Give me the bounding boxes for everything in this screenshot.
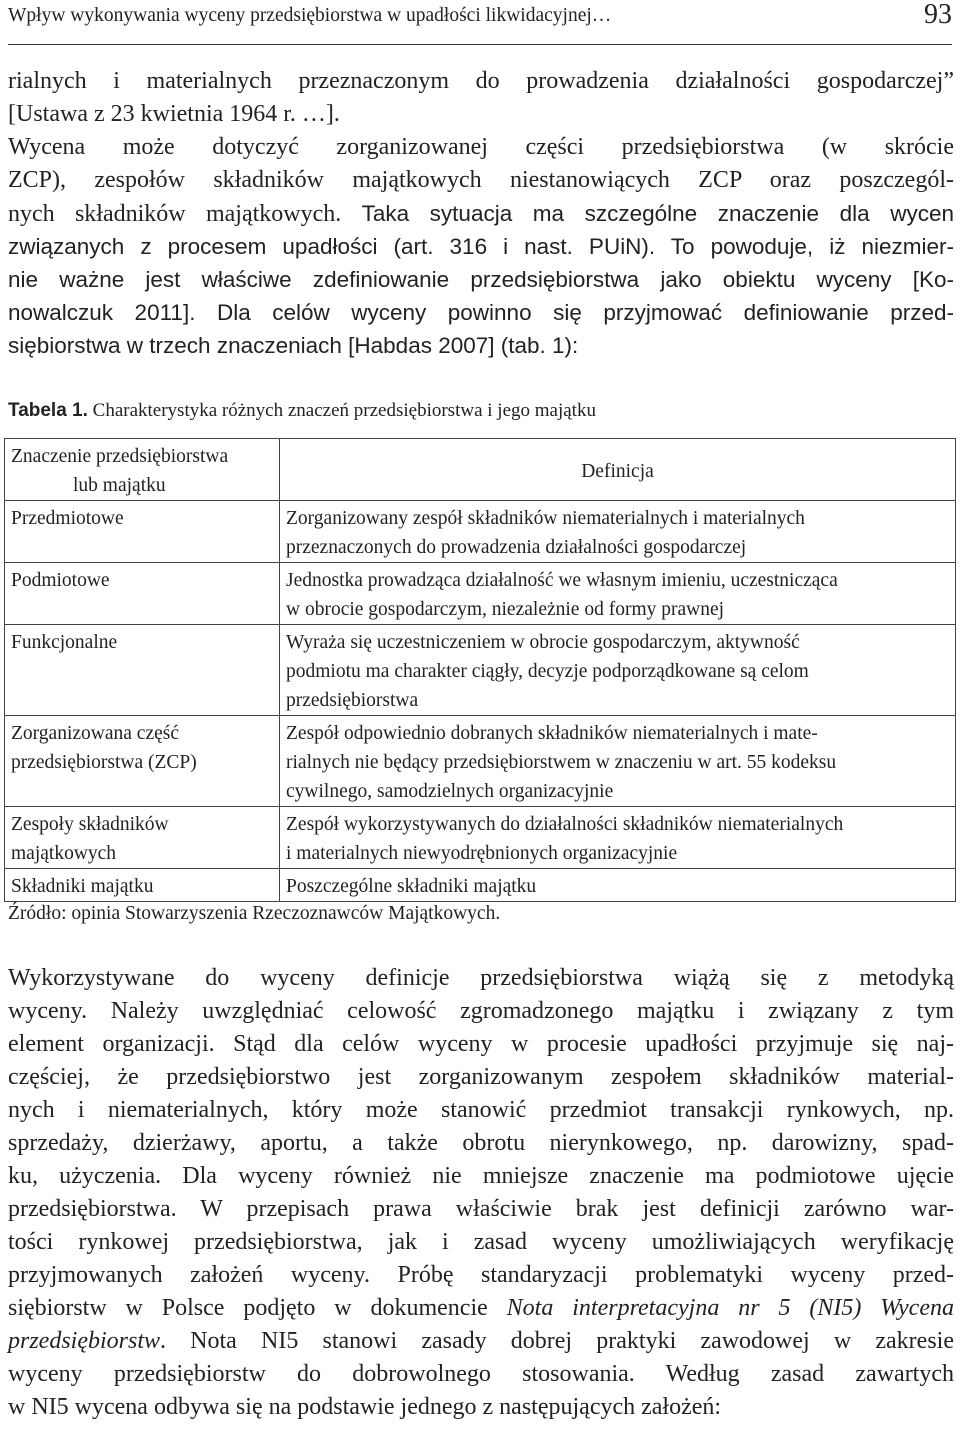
definition-text: podmiotu ma charakter ciągły, decyzje podporządkowane są celom <box>286 661 809 682</box>
term-text: Podmiotowe <box>11 570 110 591</box>
definition-text: przeznaczonych do prowadzenia działalności gospodarczej <box>286 537 747 558</box>
table-title: Charakterystyka różnych znaczeń przedsiębiorstwa i jego majątku <box>92 400 596 421</box>
table-row <box>5 625 956 716</box>
text-line: nie ważne jest właściwe zdefiniowanie przedsiębiorstwa jako obiektu wyceny [Ko- <box>8 267 954 292</box>
text-line: ZCP), zespołów składników majątkowych niestanowiących ZCP oraz poszczegól- <box>8 167 954 193</box>
table-source: Źródło: opinia Stowarzyszenia Rzeczoznawców Majątkowych. <box>8 903 501 924</box>
table-label: Tabela 1. <box>8 400 88 421</box>
definition-text: przedsiębiorstwa <box>286 690 419 711</box>
term-text: przedsiębiorstwa (ZCP) <box>11 752 197 773</box>
text-line: tości rynkowej przedsiębiorstwa, jak i zasad wyceny umożliwiających weryfikację <box>8 1229 954 1255</box>
page-number: 93 <box>924 0 952 30</box>
text-segment: siębiorstw w Polsce podjęto w dokumencie <box>8 1295 507 1321</box>
definition-text: Jednostka prowadząca działalność we własnym imieniu, uczestnicząca <box>286 570 838 591</box>
header-text: lub majątku <box>73 475 166 496</box>
definition-text: Zespół odpowiednio dobranych składników niematerialnych i mate- <box>286 723 818 744</box>
header-cell-definition: Definicja <box>280 439 956 501</box>
definition-cell <box>280 563 956 625</box>
text-line: sprzedaży, dzierżawy, aportu, a także obrotu nierynkowego, np. darowizny, spad- <box>8 1130 954 1156</box>
text-segment: nych składników majątkowych. <box>8 201 342 227</box>
text-line <box>8 1325 954 1358</box>
table-row <box>5 563 956 625</box>
term-text: majątkowych <box>11 843 117 864</box>
text-line: ku, użyczenia. Dla wyceny również nie mniejsze znaczenie ma podmiotowe ujęcie <box>8 1163 954 1189</box>
text-segment: Taka sytuacja ma szczególne znaczenie dla wycen <box>361 201 955 226</box>
running-title: Wpływ wykonywania wyceny przedsiębiorstwa w upadłości likwidacyjnej… <box>8 5 612 26</box>
definition-text: Zespół wykorzystywanych do działalności składników niematerialnych <box>286 814 844 835</box>
definition-text: Wyraża się uczestniczeniem w obrocie gospodarczym, aktywność <box>286 632 800 653</box>
table-row <box>5 869 956 902</box>
definition-cell <box>280 625 956 716</box>
italic-title: Nota interpretacyjna nr 5 (NI5) Wycena <box>506 1295 954 1321</box>
term-text: Składniki majątku <box>11 876 154 897</box>
table-row <box>5 807 956 869</box>
term-text: Funkcjonalne <box>11 632 118 653</box>
text-line: element organizacji. Stąd dla celów wyceny w procesie upadłości przyjmuje się naj- <box>8 1031 954 1057</box>
term-cell <box>5 716 280 807</box>
table-row <box>5 716 956 807</box>
text-segment: . Nota NI5 stanowi zasady dobrej praktyki zawodowej w zakresie <box>160 1328 954 1354</box>
paragraph-1 <box>8 65 954 362</box>
definition-cell <box>280 869 956 902</box>
text-line: nych i niematerialnych, który może stanowić przedmiot transakcji rynkowych, np. <box>8 1097 954 1123</box>
text-line <box>8 197 954 230</box>
text-line: wyceny przedsiębiorstw do dobrowolnego stosowania. Według zasad zawartych <box>8 1361 954 1387</box>
table-caption <box>8 398 596 424</box>
text-line: w NI5 wycena odbywa się na podstawie jednego z następujących założeń: <box>8 1394 722 1420</box>
text-line: przyjmowanych założeń wyceny. Próbę standaryzacji problematyki wyceny przed- <box>8 1262 954 1288</box>
term-cell <box>5 625 280 716</box>
text-line: nowalczuk 2011]. Dla celów wyceny powinno się przyjmować definiowanie przed- <box>8 300 954 325</box>
definition-cell <box>280 807 956 869</box>
definition-cell <box>280 716 956 807</box>
definition-text: w obrocie gospodarczym, niezależnie od formy prawnej <box>286 599 725 620</box>
table-row <box>5 501 956 563</box>
definition-text: Zorganizowany zespół składników niematerialnych i materialnych <box>286 508 805 529</box>
text-line: Wykorzystywane do wyceny definicje przedsiębiorstwa wiążą się z metodyką <box>8 965 954 991</box>
definition-text: i materialnych niewyodrębnionych organizacyjnie <box>286 843 678 864</box>
text-line: przedsiębiorstwa. W przepisach prawa właściwie brak jest definicji zarówno war- <box>8 1196 954 1222</box>
text-line: częściej, że przedsiębiorstwo jest zorganizowanym zespołem składników material- <box>8 1064 954 1090</box>
text-line: wyceny. Należy uwzględniać celowość zgromadzonego majątku i związany z tym <box>8 998 954 1024</box>
term-text: Przedmiotowe <box>11 508 124 529</box>
italic-title: przedsiębiorstw <box>8 1328 161 1354</box>
paragraph-2 <box>8 962 954 1424</box>
term-text: Zorganizowana część <box>11 723 180 744</box>
header-text: Znaczenie przedsiębiorstwa <box>11 446 229 467</box>
table-header-row <box>5 439 956 501</box>
text-line: rialnych i materialnych przeznaczonym do prowadzenia działalności gospodarczej” <box>8 68 954 94</box>
text-line: siębiorstwa w trzech znaczeniach [Habdas 2007] (tab. 1): <box>8 333 579 358</box>
term-cell <box>5 869 280 902</box>
table-body <box>5 501 956 902</box>
header-cell-meaning <box>5 439 280 501</box>
text-line: [Ustawa z 23 kwietnia 1964 r. …]. <box>8 101 340 127</box>
term-cell <box>5 563 280 625</box>
definition-text: cywilnego, samodzielnych organizacyjnie <box>286 781 614 802</box>
text-line: związanych z procesem upadłości (art. 316 i nast. PUiN). To powoduje, iż niezmier- <box>8 234 954 259</box>
definition-cell <box>280 501 956 563</box>
running-header <box>8 0 952 45</box>
term-cell <box>5 501 280 563</box>
text-line: Wycena może dotyczyć zorganizowanej części przedsiębiorstwa (w skrócie <box>8 134 954 160</box>
term-cell <box>5 807 280 869</box>
text-line <box>8 1292 954 1325</box>
definitions-table <box>4 438 956 902</box>
definition-text: Poszczególne składniki majątku <box>286 876 537 897</box>
definition-text: rialnych nie będący przedsiębiorstwem w znaczeniu w art. 55 kodeksu <box>286 752 837 773</box>
term-text: Zespoły składników <box>11 814 169 835</box>
